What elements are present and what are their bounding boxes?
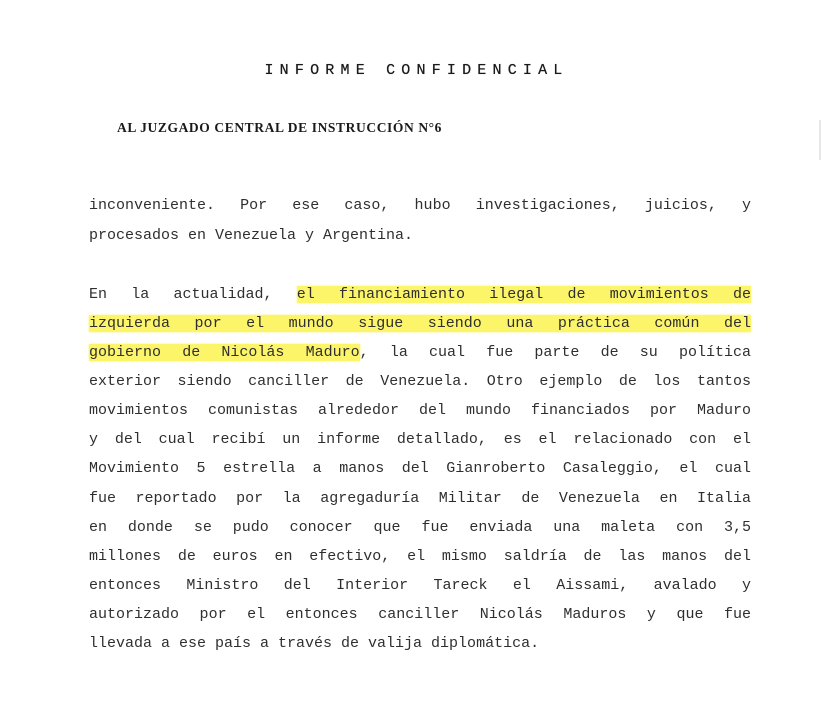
paragraph-line: llevada a ese país a través de valija diplomática. xyxy=(89,635,540,652)
highlighted-text: el financiamiento ilegal de movimientos de xyxy=(296,286,752,303)
plain-text: , la cual fue parte de su política xyxy=(359,344,752,361)
paragraph-line: millones de euros en efectivo, el mismo saldría de las manos del xyxy=(89,548,751,565)
paragraph-line: y del cual recibí un informe detallado, es el relacionado con el xyxy=(89,431,751,448)
paragraph-line: fue reportado por la agregaduría Militar de Venezuela en Italia xyxy=(89,490,751,507)
highlighted-text: izquierda por el mundo sigue siendo una práctica común del xyxy=(89,315,751,332)
paragraph-line: procesados en Venezuela y Argentina. xyxy=(89,227,414,244)
paragraph-line xyxy=(89,313,751,335)
highlighted-text: gobierno de Nicolás Maduro xyxy=(89,344,360,361)
paragraph-line xyxy=(89,284,751,306)
paragraph-line: movimientos comunistas alrededor del mundo financiados por Maduro xyxy=(89,402,751,419)
paragraph-line xyxy=(89,342,751,364)
paragraph-line: entonces Ministro del Interior Tareck el Aissami, avalado y xyxy=(89,577,751,594)
paragraph-line: autorizado por el entonces canciller Nicolás Maduros y que fue xyxy=(89,606,751,623)
paragraph-line: exterior siendo canciller de Venezuela. Otro ejemplo de los tantos xyxy=(89,373,751,390)
document-title: INFORME CONFIDENCIAL xyxy=(264,62,569,79)
document-subtitle: AL JUZGADO CENTRAL DE INSTRUCCIÓN N°6 xyxy=(117,120,443,135)
page-edge-mark xyxy=(819,120,821,160)
paragraph-line: en donde se pudo conocer que fue enviada una maleta con 3,5 xyxy=(89,519,751,536)
paragraph-line: Movimiento 5 estrella a manos del Gianroberto Casaleggio, el cual xyxy=(89,460,751,477)
plain-text: En la actualidad, xyxy=(89,286,297,303)
paragraph-line: inconveniente. Por ese caso, hubo investigaciones, juicios, y xyxy=(89,197,751,214)
